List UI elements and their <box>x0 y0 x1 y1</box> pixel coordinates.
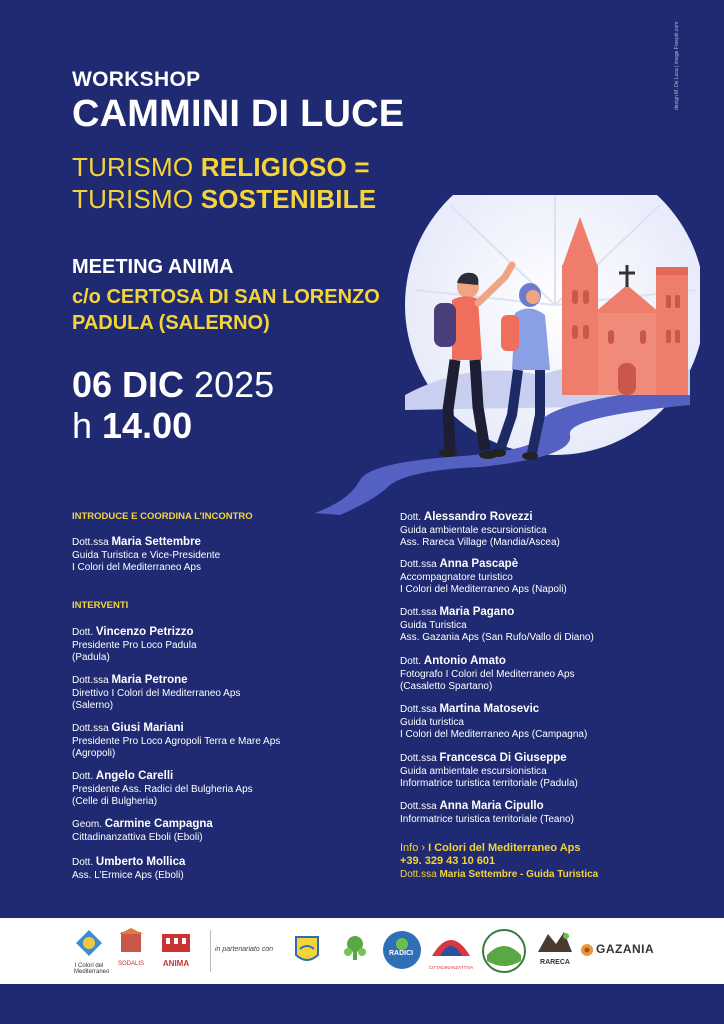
date-year: 2025 <box>184 364 275 405</box>
event-title: CAMMINI DI LUCE <box>72 93 405 135</box>
person-title: Dott.ssa <box>400 753 437 764</box>
subtitle-1b: RELIGIOSO = <box>200 152 370 182</box>
speaker-left-1 <box>72 626 382 665</box>
logo-separator <box>210 930 211 972</box>
person-name: Antonio Amato <box>423 655 506 667</box>
illustration <box>300 195 700 515</box>
person-org: I Colori del Mediterraneo Aps <box>72 562 201 573</box>
person-title: Dott.ssa <box>400 704 437 715</box>
speaker-right-1 <box>400 511 700 550</box>
person-org: (Salerno) <box>72 700 114 711</box>
person-role: Direttivo I Colori del Mediterraneo Aps <box>72 687 241 699</box>
person-name: Umberto Mollica <box>95 856 186 868</box>
person-title: Dott.ssa <box>72 723 109 734</box>
person-title: Geom. <box>72 819 103 830</box>
person-role: Presidente Ass. Radici del Bulgheria Aps <box>72 783 253 795</box>
speaker-right-4 <box>400 655 700 694</box>
person-title: Dott. <box>400 656 422 667</box>
person-role: Guida Turistica <box>400 619 467 631</box>
subtitle-2a: TURISMO <box>72 184 201 214</box>
radici-logo-icon <box>382 930 422 975</box>
person-role: Fotografo I Colori del Mediterraneo Aps <box>400 668 575 680</box>
person-role: Accompagnatore turistico <box>400 571 513 583</box>
subtitle-1a: TURISMO <box>72 152 201 182</box>
person-org: Informatrice turistica territoriale (Padula) <box>400 778 578 789</box>
event-time <box>72 405 192 447</box>
venue-line-2: PADULA (SALERNO) <box>72 312 270 334</box>
person-org: (Celle di Bulgheria) <box>72 796 158 807</box>
info-org: I Colori del Mediterraneo Aps <box>428 842 581 854</box>
speaker-left-6 <box>72 856 382 882</box>
info-label: Info › <box>400 842 429 854</box>
person-role: Guida turistica <box>400 716 464 728</box>
gazania-logo-icon <box>580 940 664 962</box>
person-name: Maria Settembre <box>111 536 201 548</box>
logo-caption: RARECA <box>540 959 570 966</box>
ermice-logo-icon <box>482 929 526 978</box>
person-name: Martina Matosevic <box>439 703 540 715</box>
logo-caption: I Colori del Mediterraneo <box>74 963 110 975</box>
cittadinanzattiva-logo-icon <box>428 930 474 970</box>
info-contact: Maria Settembre - Guida Turistica <box>439 869 599 880</box>
logo-caption: CITTADINANZATTIVA <box>428 965 474 970</box>
subtitle-line-1 <box>72 152 370 183</box>
person-title: Dott.ssa <box>72 537 109 548</box>
person-role: Guida Turistica e Vice-Presidente <box>72 549 221 561</box>
person-name: Anna Pascapè <box>439 558 519 570</box>
person-role: Guida ambientale escursionistica <box>400 524 547 536</box>
rareca-logo-icon <box>536 928 574 966</box>
logo-caption: RADICI <box>389 950 414 957</box>
person-role: Presidente Pro Loco Padula <box>72 639 197 651</box>
speaker-right-6 <box>400 752 700 791</box>
speaker-right-2 <box>400 558 700 597</box>
person-title: Dott. <box>72 771 94 782</box>
person-role: Presidente Pro Loco Agropoli Terra e Mare Aps <box>72 735 281 747</box>
person-name: Alessandro Rovezzi <box>423 511 533 523</box>
person-name: Carmine Campagna <box>104 818 213 830</box>
colori-mediterraneo-logo-icon <box>74 928 110 975</box>
person-org: I Colori del Mediterraneo Aps (Campagna) <box>400 729 588 740</box>
person-org: Ass. Rareca Village (Mandia/Ascea) <box>400 537 560 548</box>
speaker-left-5 <box>72 818 382 844</box>
time-bold: 14.00 <box>102 405 193 446</box>
date-bold: 06 DIC <box>72 364 185 405</box>
person-title: Dott.ssa <box>400 607 437 618</box>
person-name: Vincenzo Petrizzo <box>95 626 194 638</box>
interventi-heading: INTERVENTI <box>72 600 129 611</box>
person-name: Angelo Carelli <box>95 770 174 782</box>
person-title: Dott. <box>72 627 94 638</box>
logo-caption: GAZANIA <box>596 942 655 956</box>
sodalis-logo-icon <box>113 928 149 967</box>
speaker-left-2 <box>72 674 382 713</box>
anima-logo-icon <box>156 928 196 968</box>
meeting-label: MEETING ANIMA <box>72 256 234 278</box>
person-name: Maria Pagano <box>439 606 515 618</box>
person-title: Dott. <box>72 857 94 868</box>
person-role: Informatrice turistica territoriale (Teano) <box>400 813 574 825</box>
person-name: Giusi Mariani <box>111 722 184 734</box>
person-title: Dott. <box>400 512 422 523</box>
person-title: Dott.ssa <box>72 675 109 686</box>
person-title: Dott.ssa <box>400 801 437 812</box>
workshop-label: WORKSHOP <box>72 68 201 91</box>
logo-caption: SODALIS <box>117 961 144 967</box>
speaker-left-3 <box>72 722 382 761</box>
person-org: I Colori del Mediterraneo Aps (Napoli) <box>400 584 567 595</box>
person-name: Anna Maria Cipullo <box>439 800 544 812</box>
speaker-left-4 <box>72 770 382 809</box>
intro-person <box>72 536 372 575</box>
design-credit: design M. De Luca | image Freepik.com <box>674 21 680 110</box>
info-contact-title: Dott.ssa <box>400 869 440 880</box>
person-org: (Agropoli) <box>72 748 116 759</box>
person-role: Ass. L’Ermice Aps (Eboli) <box>72 869 184 881</box>
info-phone[interactable]: +39. 329 43 10 601 <box>400 855 496 867</box>
speaker-right-5 <box>400 703 700 742</box>
partner-label: in partenariato con <box>215 946 273 953</box>
radici-bulgheria-logo-icon <box>338 930 372 969</box>
logo-caption: ANIMA <box>162 959 190 968</box>
person-org: Ass. Gazania Aps (San Rufo/Vallo di Diano) <box>400 632 594 643</box>
venue-line-1: c/o CERTOSA DI SAN LORENZO <box>72 286 380 308</box>
subtitle-2b: SOSTENIBILE <box>200 184 377 214</box>
person-title: Dott.ssa <box>400 559 437 570</box>
info-block <box>400 842 700 881</box>
pro-loco-agropoli-logo-icon <box>292 933 322 970</box>
speaker-right-3 <box>400 606 700 645</box>
person-role: Guida ambientale escursionistica <box>400 765 547 777</box>
speaker-right-7 <box>400 800 700 826</box>
time-prefix: h <box>72 405 103 446</box>
person-role: Cittadinanzattiva Eboli (Eboli) <box>72 831 203 843</box>
person-name: Maria Petrone <box>111 674 188 686</box>
person-name: Francesca Di Giuseppe <box>439 752 567 764</box>
event-date <box>72 364 274 406</box>
person-org: (Casaletto Spartano) <box>400 681 493 692</box>
person-org: (Padula) <box>72 652 110 663</box>
intro-heading: INTRODUCE E COORDINA L’INCONTRO <box>72 511 253 522</box>
